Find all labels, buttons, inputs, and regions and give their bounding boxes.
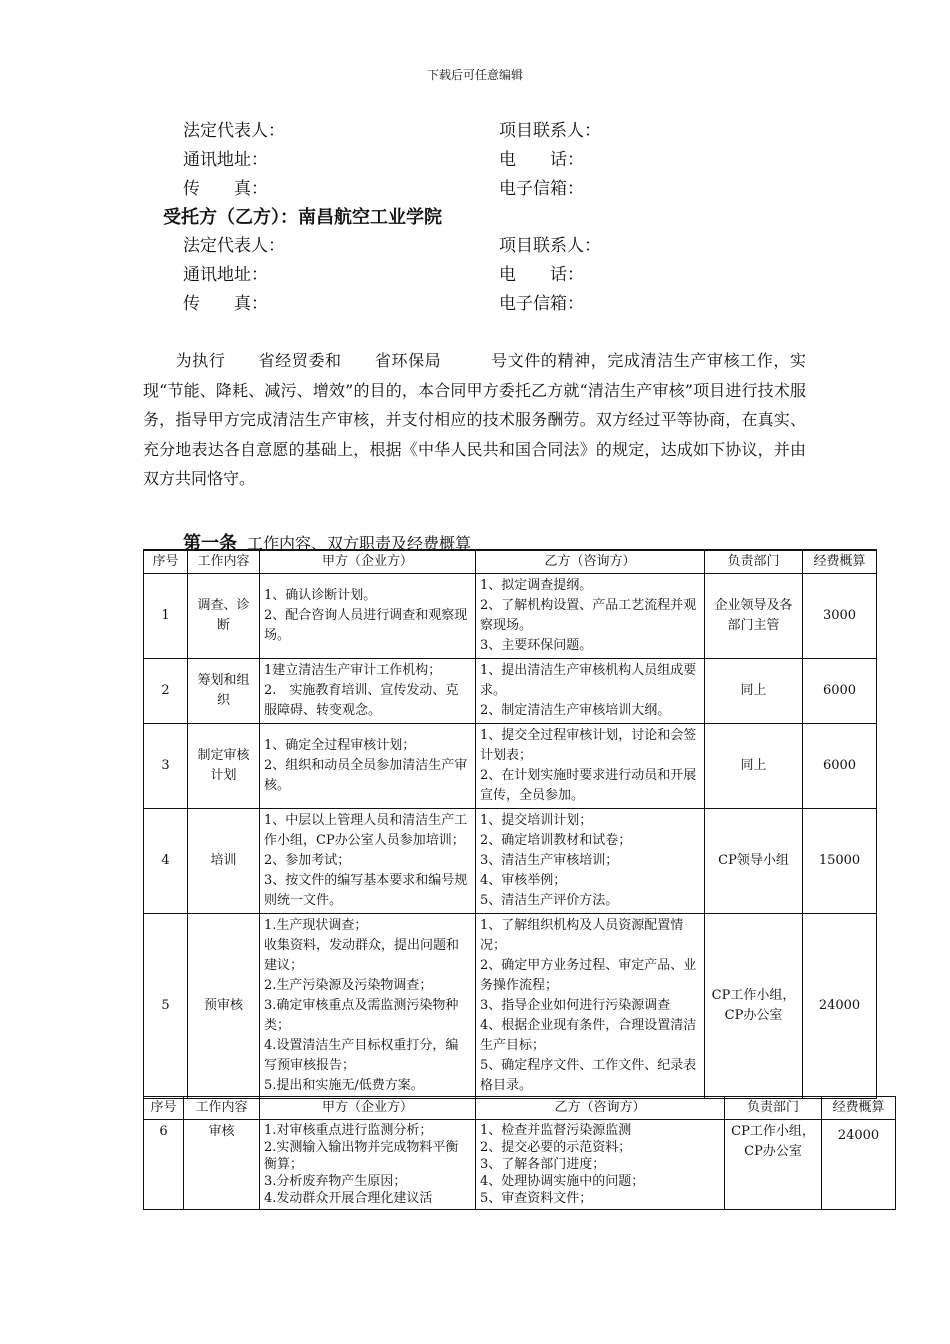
header-content: 工作内容 [188,550,260,574]
party-a-item: 1.生产现状调查； [264,918,368,933]
header-party-b: 乙方（咨询方） [476,1097,725,1120]
party-b-address: 通讯地址： [183,265,268,285]
table-header-row [144,550,877,574]
table-row [144,1120,896,1210]
cell-no: 6 [144,1120,184,1210]
cell-cost: 6000 [803,659,877,724]
party-a-info [183,117,803,204]
party-a-item: 1建立清洁生产审计工作机构； [264,663,442,678]
cell-cost: 15000 [803,809,877,914]
cell-cost: 3000 [803,574,877,659]
party-a-item: 2.生产污染源及污染物调查； [264,978,433,993]
party-a-fax: 传 真： [183,179,268,199]
party-b-fax: 传 真： [183,294,268,314]
party-b-item: 3、主要环保问题。 [480,638,593,653]
party-a-item: 3.确定审核重点及需监测污染物种类； [264,998,459,1033]
party-a-item: 4.发动群众开展合理化建议活 [264,1191,433,1206]
header-party-a: 甲方（企业方） [260,550,476,574]
cell-party-a [260,914,476,1099]
party-a-item: 1、中层以上管理人员和清洁生产工作小组，CP办公室人员参加培训； [264,813,468,848]
party-b-info [183,232,803,319]
cell-content: 预审核 [188,914,260,1099]
party-a-phone: 电 话： [499,150,584,170]
party-b-item: 1、提交培训计划； [480,813,593,828]
intro-text: 为执行 省经贸委和 省环保局 号文件的精神，完成清洁生产审核工作，实现“节能、降耗、减污、增效”的目的，本合同甲方委托乙方就“清洁生产审核”项目进行技术服务，指导甲方完成清洁生产审核，并支付相应的技术服务酬劳。双方经过平等协商，在真实、充分地表达各自意愿的基础上，根据《中华人民共和国合同法》的规定，达成如下协议，并由双方共同恪守。 [143,351,806,488]
cell-no: 3 [144,724,188,809]
party-b-contact: 项目联系人： [499,236,601,256]
party-a-item: 2、配合咨询人员进行调查和观察现场。 [264,608,468,643]
party-b-item: 3、了解各部门进度； [480,1157,606,1172]
work-table-1 [143,549,877,1099]
cell-dept: CP工作小组，CP办公室 [725,1120,822,1210]
cell-party-b [476,574,705,659]
party-b-item: 1、拟定调查提纲。 [480,578,593,593]
cell-party-b [476,1120,725,1210]
header-dept: 负责部门 [705,550,803,574]
header-no: 序号 [144,550,188,574]
article-title: 工作内容、双方职责及经费概算 [247,534,472,553]
party-b-email: 电子信箱： [499,294,584,314]
table-row [144,574,877,659]
party-b-item: 2、提交必要的示范资料； [480,1140,632,1155]
party-b-item: 4、审核举例； [480,873,567,888]
cell-party-a [260,809,476,914]
table-row [144,724,877,809]
work-table-2 [143,1096,896,1210]
party-b-item: 4、处理协调实施中的问题； [480,1174,645,1189]
party-a-item: 收集资料，发动群众，提出问题和建议； [264,938,460,973]
article-number: 第一条 [183,533,237,554]
cell-no: 1 [144,574,188,659]
cell-party-b [476,659,705,724]
table-row [144,809,877,914]
cell-cost: 6000 [803,724,877,809]
party-a-item: 4.设置清洁生产目标权重打分，编写预审核报告； [264,1038,459,1073]
party-b-item: 5、清洁生产评价方法。 [480,893,619,908]
header-cost: 经费概算 [822,1097,896,1120]
party-a-address: 通讯地址： [183,150,268,170]
table-header-row [144,1097,896,1120]
cell-cost: 24000 [803,914,877,1099]
cell-party-a [260,574,476,659]
header-party-a: 甲方（企业方） [260,1097,476,1120]
party-a-item: 5.提出和实施无/低费方案。 [264,1078,424,1093]
party-a-item: 1.对审核重点进行监测分析； [264,1123,433,1138]
header-no: 序号 [144,1097,184,1120]
party-b-item: 2、制定清洁生产审核培训大纲。 [480,703,671,718]
party-b-item: 2、确定培训教材和试卷； [480,833,632,848]
table-row [144,659,877,724]
party-b-item: 2、在计划实施时要求进行动员和开展宣传，全员参加。 [480,768,697,803]
header-note: 下载后可任意编辑 [426,68,523,82]
cell-no: 5 [144,914,188,1099]
party-b-item: 2、确定甲方业务过程、审定产品、业务操作流程； [480,958,697,993]
cell-content: 调查、诊断 [188,574,260,659]
cell-content: 培训 [188,809,260,914]
party-b-item: 4、根据企业现有条件，合理设置清洁生产目标； [480,1018,697,1053]
party-b-legal-rep: 法定代表人： [183,236,285,256]
header-party-b: 乙方（咨询方） [476,550,705,574]
header-dept: 负责部门 [725,1097,822,1120]
party-a-item: 2.实测输入输出物并完成物料平衡衡算； [264,1140,459,1172]
party-a-item: 1、确定全过程审核计划； [264,738,416,753]
cell-content: 审核 [184,1120,260,1210]
party-a-email: 电子信箱： [499,179,584,199]
party-a-item: 3.分析废弃物产生原因； [264,1174,407,1189]
party-b-phone: 电 话： [499,265,584,285]
party-b-item: 2、了解机构设置、产品工艺流程并观察现场。 [480,598,697,633]
cell-content: 筹划和组织 [188,659,260,724]
party-b-item: 1、了解组织机构及人员资源配置情况； [480,918,684,953]
header-content: 工作内容 [184,1097,260,1120]
intro-paragraph [143,346,806,494]
header-cost: 经费概算 [803,550,877,574]
table-row [144,914,877,1099]
party-a-item: 2、参加考试； [264,853,351,868]
party-b-title: 受托方（乙方）：南昌航空工业学院 [163,207,442,228]
cell-party-b [476,724,705,809]
cell-cost: 24000 [822,1120,896,1210]
cell-party-a [260,1120,476,1210]
party-a-item: 2. 实施教育培训、宣传发动、克服障碍、转变观念。 [264,683,459,718]
cell-no: 2 [144,659,188,724]
cell-party-b [476,809,705,914]
cell-no: 4 [144,809,188,914]
cell-party-a [260,659,476,724]
cell-dept: CP领导小组 [705,809,803,914]
party-b-item: 1、提出清洁生产审核机构人员组成要求。 [480,663,697,698]
cell-dept: CP工作小组，CP办公室 [705,914,803,1099]
cell-party-b [476,914,705,1099]
party-a-item: 1、确认诊断计划。 [264,588,377,603]
party-b-item: 5、确定程序文件、工作文件、纪录表格目录。 [480,1058,697,1093]
cell-dept: 同上 [705,724,803,809]
party-b-item: 3、清洁生产审核培训； [480,853,619,868]
party-a-legal-rep: 法定代表人： [183,121,285,141]
cell-party-a [260,724,476,809]
party-b-item: 1、检查并监督污染源监测 [480,1123,632,1138]
party-b-item: 5、审查资料文件； [480,1191,593,1206]
cell-content: 制定审核计划 [188,724,260,809]
party-a-contact: 项目联系人： [499,121,601,141]
cell-dept: 同上 [705,659,803,724]
party-a-item: 3、按文件的编写基本要求和编号规则统一文件。 [264,873,468,908]
party-b-item: 1、提交全过程审核计划，讨论和会签计划表； [480,728,697,763]
party-a-item: 2、组织和动员全员参加清洁生产审核。 [264,758,468,793]
cell-dept: 企业领导及各部门主管 [705,574,803,659]
party-b-item: 3、指导企业如何进行污染源调查 [480,998,671,1013]
